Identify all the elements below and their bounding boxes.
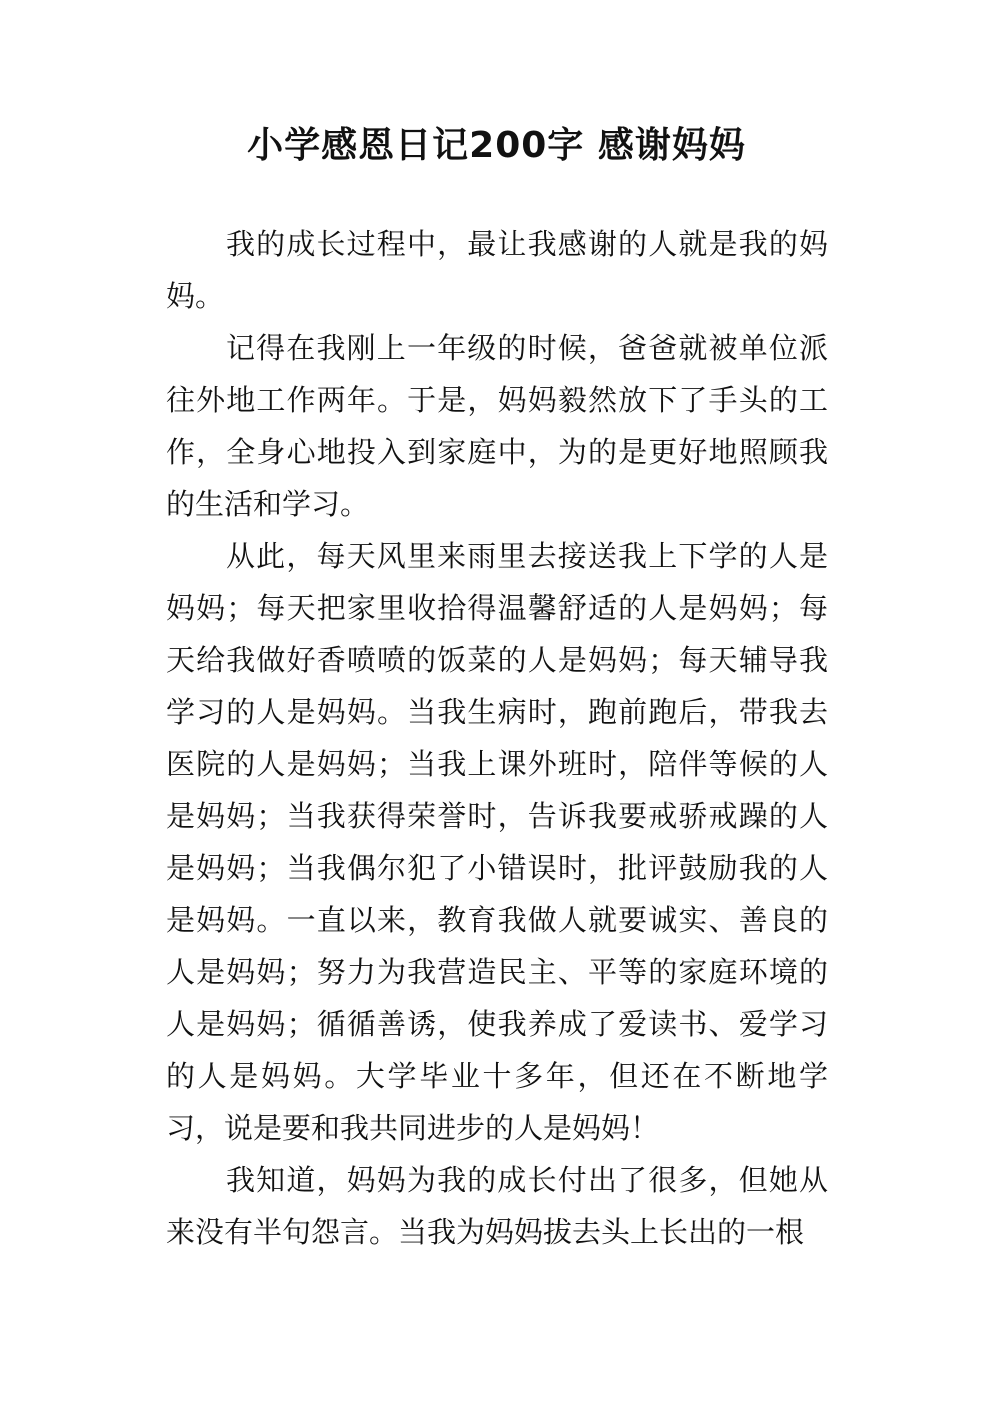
paragraph: 从此，每天风里来雨里去接送我上下学的人是妈妈；每天把家里收拾得温馨舒适的人是妈妈；每天给我做好香喷喷的饭菜的人是妈妈；每天辅导我学习的人是妈妈。当我生病时，跑前跑后，带我去医院的人是妈妈；当我上课外班时，陪伴等候的人是妈妈；当我获得荣誉时，告诉我要戒骄戒躁的人是妈妈；当我偶尔犯了小错误时，批评鼓励我的人是妈妈。一直以来，教育我做人就要诚实、善良的人是妈妈；努力为我营造民主、平等的家庭环境的人是妈妈；循循善诱，使我养成了爱读书、爱学习的人是妈妈。大学毕业十多年，但还在不断地学习，说是要和我共同进步的人是妈妈！: [166, 539, 828, 1145]
paragraph: 记得在我刚上一年级的时候，爸爸就被单位派往外地工作两年。于是，妈妈毅然放下了手头的工作，全身心地投入到家庭中，为的是更好地照顾我的生活和学习。: [166, 331, 828, 521]
paragraph: 我知道，妈妈为我的成长付出了很多，但她从来没有半句怨言。当我为妈妈拔去头上长出的一根: [166, 1163, 828, 1249]
page-title: 小学感恩日记200字 感谢妈妈: [247, 125, 746, 166]
document-body: [166, 218, 828, 1258]
paragraph: 我的成长过程中，最让我感谢的人就是我的妈妈。: [166, 227, 828, 313]
